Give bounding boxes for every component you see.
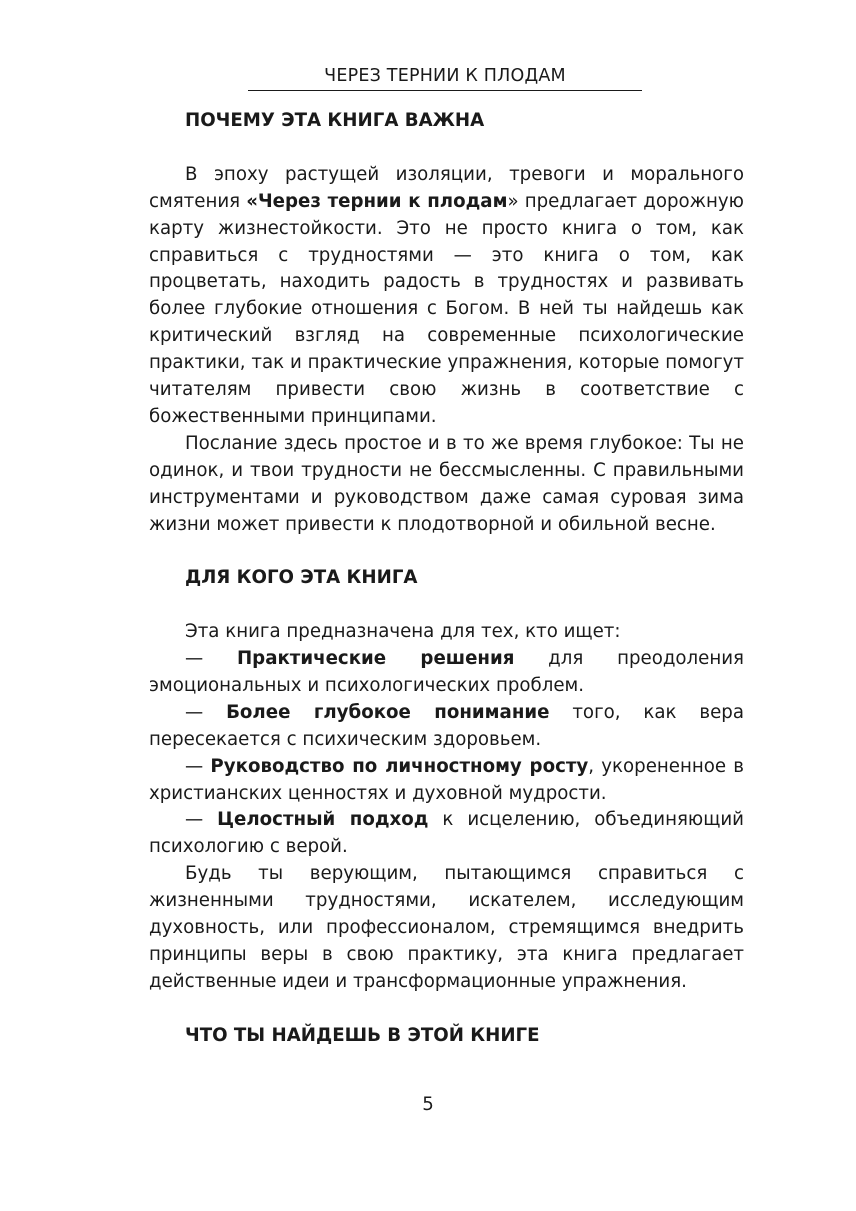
- list-item-emphasis: Целостный подход: [217, 809, 429, 831]
- paragraph-message: Послание здесь простое и в то же время глубокое: Ты не одинок, и твои трудности не бессмысленны. С правильными инструментами и руководством даже самая суровая зима жизни может привести к плодотворной и обильной весне.: [149, 432, 744, 535]
- list-item-text: того, как вера пересекается с психическим здоровьем.: [149, 701, 744, 750]
- list-dash: —: [185, 701, 227, 723]
- section-title-why-important: ПОЧЕМУ ЭТА КНИГА ВАЖНА: [185, 110, 485, 131]
- page-number: 5: [422, 1094, 434, 1115]
- list-item-text: для преодоления эмоциональных и психологических проблем.: [149, 648, 744, 696]
- section-title-for-whom: ДЛЯ КОГО ЭТА КНИГА: [185, 567, 418, 589]
- paragraph-lead: В эпоху растущей изоляции, тревоги и морального смятения: [149, 163, 744, 212]
- running-header: ЧЕРЕЗ ТЕРНИИ К ПЛОДАМ: [248, 64, 642, 91]
- list-item: [149, 754, 744, 808]
- list-dash: —: [185, 648, 237, 670]
- spacer: [149, 592, 744, 619]
- paragraph-rest: предлагает дорожную карту жизнестойкости. Это не просто книга о том, как справиться с трудностями — это книга о том, как процветать, находить радость в трудностях и развивать более глубокие отношения с Богом. В ней ты найдешь как критический взгляд на современные психологические практики, так и практические упражнения, которые помогут читателям привести свою жизнь в соответствие с божественными принципами.: [149, 190, 744, 427]
- list-item-emphasis: Практические решения: [236, 648, 515, 670]
- list-item: [149, 646, 744, 700]
- list-item-text: , укорененное в христианских ценностях и духовной мудрости.: [149, 755, 744, 804]
- paragraph-closing: Будь ты верующим, пытающимся справиться с жизненными трудностями, искателем, исследующим духовность, или профессионалом, стремящимся внедрить принципы веры в свою практику, эта книга предлагает действенные идеи и трансформационные упражнения.: [149, 863, 744, 992]
- list-dash: —: [185, 755, 211, 777]
- book-title-emphasis: Через тернии к плодам: [257, 190, 508, 212]
- page-body: [149, 108, 744, 1050]
- list-item-emphasis: Руководство по личностному росту: [210, 755, 589, 777]
- book-title-quote-close: »: [507, 190, 519, 212]
- paragraph-intro: [149, 162, 744, 431]
- list-item: [149, 700, 744, 754]
- list-item: [149, 807, 744, 861]
- spacer: [149, 135, 744, 162]
- list-intro: Эта книга предназначена для тех, кто ищет:: [185, 621, 621, 643]
- list-dash: —: [185, 809, 218, 831]
- book-title-quote-open: «: [246, 190, 258, 212]
- list-item-text: к исцелению, объединяющий психологию с верой.: [149, 809, 744, 858]
- spacer: [149, 538, 744, 565]
- section-title-what-inside: ЧТО ТЫ НАЙДЕШЬ В ЭТОЙ КНИГЕ: [185, 1024, 540, 1046]
- spacer: [149, 996, 744, 1023]
- list-item-emphasis: Более глубокое понимание: [226, 701, 550, 723]
